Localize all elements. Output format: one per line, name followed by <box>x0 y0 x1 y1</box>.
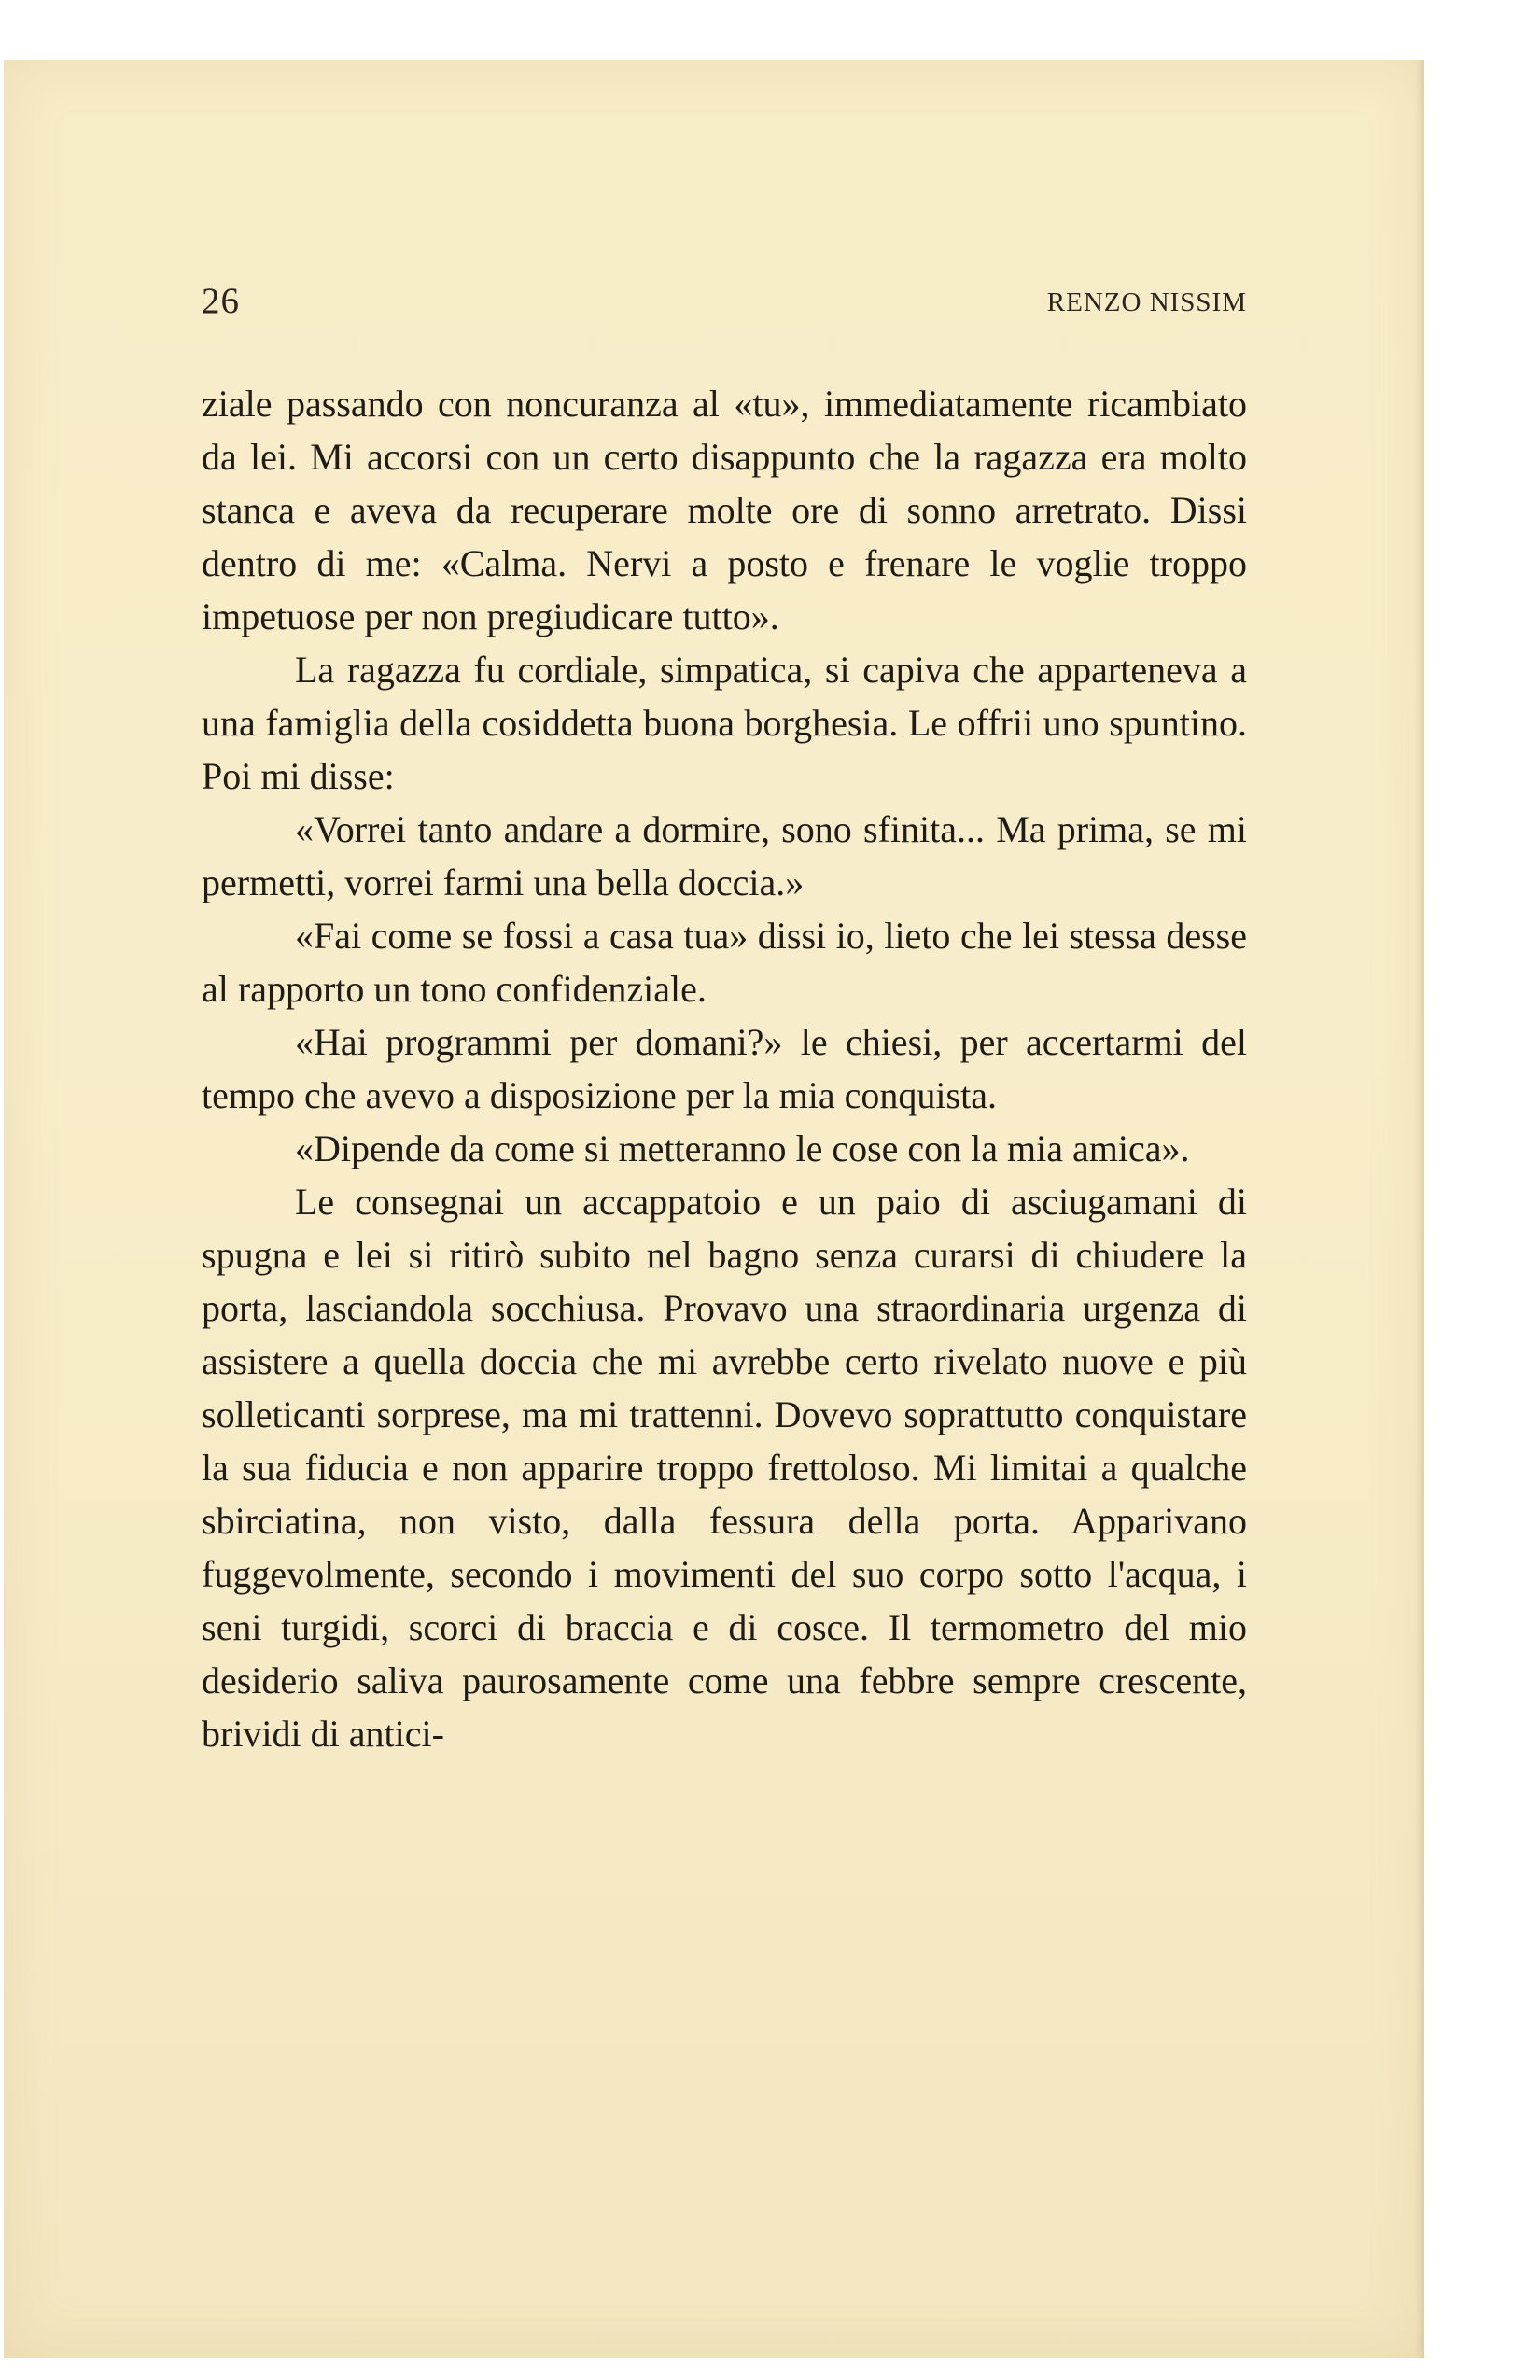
paragraph-4: «Fai come se fossi a casa tua» dissi io, lieto che lei stessa desse al rapporto un tono confidenziale. <box>202 915 1247 1010</box>
paragraph-3: «Vorrei tanto andare a dormire, sono sfinita... Ma prima, se mi permetti, vorrei farmi una bella doccia.» <box>202 808 1247 903</box>
paragraph-5: «Hai programmi per domani?» le chiesi, per accertarmi del tempo che avevo a disposizione per la mia conquista. <box>202 1021 1247 1116</box>
page-header <box>202 280 1247 336</box>
paragraph-7: Le consegnai un accappatoio e un paio di asciugamani di spugna e lei si ritirò subito nel bagno senza curarsi di chiudere la porta, lasciandola socchiusa. Provavo una straordinaria urgenza di assistere a quella doccia che mi avrebbe certo rivelato nuove e più solleticanti sorprese, ma mi trattenni. Dovevo soprattutto conquistare la sua fiducia e non apparire troppo frettoloso. Mi limitai a qualche sbirciatina, non visto, dalla fessura della porta. Apparivano fuggevolmente, secondo i movimenti del suo corpo sotto l'acqua, i seni turgidi, scorci di braccia e di cosce. Il termometro del mio desiderio saliva paurosamente come una febbre sempre crescente, brividi di antici- <box>202 1181 1247 1755</box>
paragraph-6: «Dipende da come si metteranno le cose con la mia amica». <box>295 1127 1190 1169</box>
page-edge-shadow <box>1415 60 1424 2358</box>
paragraph-1: ziale passando con noncuranza al «tu», immediatamente ricambiato da lei. Mi accorsi con un certo disappunto che la ragazza era molto stanca e aveva da recuperare molte ore di sonno arretrato. Dissi dentro di me: «Calma. Nervi a posto e frenare le voglie troppo impetuose per non pregiudicare tutto». <box>202 383 1247 637</box>
paragraph-2: La ragazza fu cordiale, simpatica, si capiva che apparteneva a una famiglia della cosiddetta buona borghesia. Le offrii uno spuntino. Poi mi disse: <box>202 649 1247 797</box>
body-text <box>202 377 1247 1760</box>
page-number: 26 <box>202 281 240 321</box>
running-head: RENZO NISSIM <box>1046 287 1247 317</box>
